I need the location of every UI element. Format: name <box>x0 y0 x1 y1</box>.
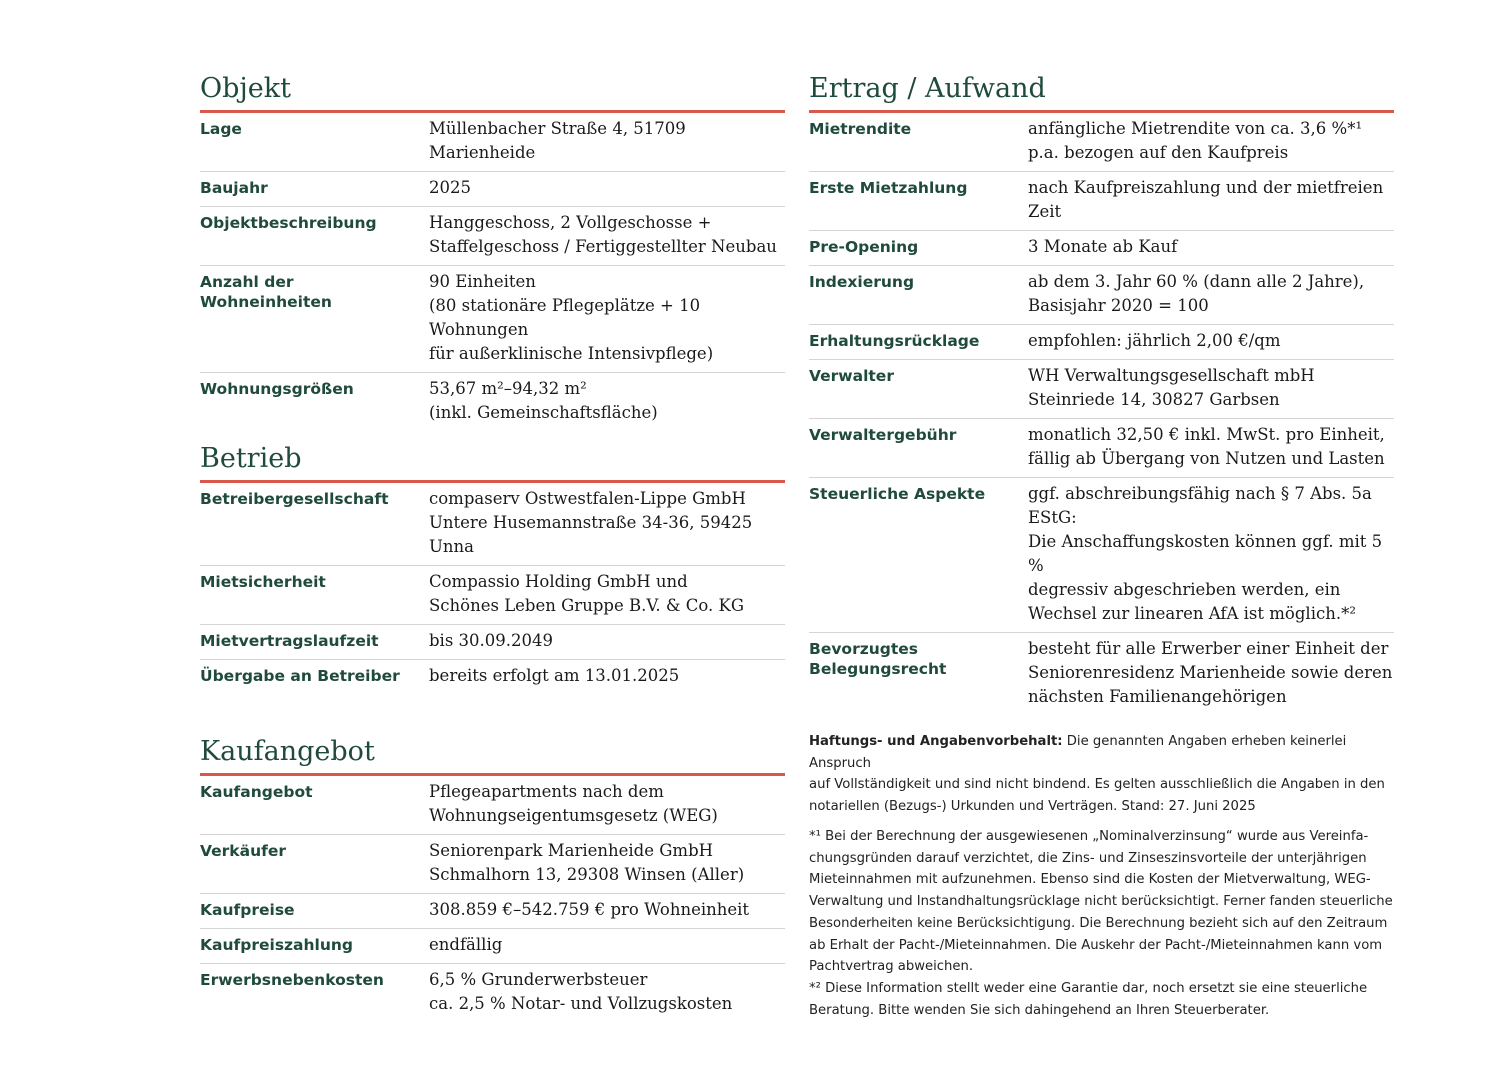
table-row <box>200 835 785 894</box>
row-value: monatlich 32,50 € inkl. MwSt. pro Einheit, fällig ab Übergang von Nutzen und Lasten <box>1028 425 1385 468</box>
row-label: Erhaltungsrücklage <box>809 332 980 350</box>
row-label: Pre-Opening <box>809 238 919 256</box>
betrieb-table <box>200 483 785 694</box>
row-value: compaserv Ostwestfalen-Lippe GmbH Untere Husemannstraße 34-36, 59425 Unna <box>429 489 753 556</box>
footnote-2: *² Diese Information stellt weder eine Garantie dar, noch ersetzt sie eine steuerliche Beratung. Bitte wenden Sie sich dahingehend an Ihren Steuerberater. <box>809 980 1368 1018</box>
row-label: Objektbeschreibung <box>200 214 377 232</box>
row-value: endfällig <box>429 935 503 954</box>
row-value: ggf. abschreibungsfähig nach § 7 Abs. 5a EStG: Die Anschaffungskosten können ggf. mit 5 % degressiv abgeschrieben werden, ein Wechsel zur linearen AfA ist möglich.*² <box>1028 484 1383 623</box>
table-row <box>200 266 785 373</box>
table-row <box>200 373 785 431</box>
row-label: Lage <box>200 120 242 138</box>
table-row <box>200 894 785 929</box>
row-label: Verwaltergebühr <box>809 426 957 444</box>
footnote-1: *¹ Bei der Berechnung der ausgewiesenen „Nominalverzinsung“ wurde aus Vereinfa- chungsgründen darauf verzichtet, die Zins- und Zinseszinsvorteile der unterjährigen Mieteinnahmen mit aufzunehmen. Ebenso sind die Kosten der Mietverwaltung, WEG- Verwaltung und Instandhaltungsrücklage nicht berücksichtigt. Ferner fanden steuerliche Besonderheiten keine Berücksichtigung. Die Berechnung bezieht sich auf den Zeitraum ab Erhalt der Pacht-/Mieteinnahmen. Die Auskehr der Pacht-/Mieteinnahmen kann vom Pachtvertrag abweichen. <box>809 829 1393 975</box>
row-label: Anzahl der Wohneinheiten <box>200 273 332 311</box>
table-row <box>809 360 1394 419</box>
kaufangebot-section <box>200 731 785 1022</box>
row-value: bereits erfolgt am 13.01.2025 <box>429 666 680 685</box>
table-row <box>200 483 785 566</box>
table-row <box>200 929 785 964</box>
row-label: Mietvertragslaufzeit <box>200 632 379 650</box>
row-value: Compassio Holding GmbH und Schönes Leben Gruppe B.V. & Co. KG <box>429 572 745 615</box>
row-label: Erwerbsnebenkosten <box>200 971 384 989</box>
table-row <box>200 207 785 266</box>
ertrag-title: Ertrag / Aufwand <box>809 68 1394 113</box>
row-value: bis 30.09.2049 <box>429 631 554 650</box>
ertrag-table <box>809 113 1394 715</box>
row-value: nach Kaufpreiszahlung und der mietfreien Zeit <box>1028 178 1384 221</box>
row-label: Steuerliche Aspekte <box>809 485 986 503</box>
row-value: 53,67 m²–94,32 m² (inkl. Gemeinschaftsfläche) <box>429 379 658 422</box>
row-value: Hanggeschoss, 2 Vollgeschosse + Staffelgeschoss / Fertiggestellter Neubau <box>429 213 777 256</box>
kaufangebot-title: Kaufangebot <box>200 731 785 776</box>
objekt-section <box>200 68 785 431</box>
row-value: Seniorenpark Marienheide GmbH Schmalhorn 13, 29308 Winsen (Aller) <box>429 841 745 884</box>
table-row <box>809 266 1394 325</box>
betrieb-title: Betrieb <box>200 438 785 483</box>
row-value: 2025 <box>429 178 471 197</box>
table-row <box>200 566 785 625</box>
betrieb-section <box>200 438 785 694</box>
row-label: Betreibergesellschaft <box>200 490 389 508</box>
row-label: Mietsicherheit <box>200 573 326 591</box>
table-row <box>200 172 785 207</box>
row-value: 6,5 % Grunderwerbsteuer ca. 2,5 % Notar- und Vollzugskosten <box>429 970 733 1013</box>
row-value: 3 Monate ab Kauf <box>1028 237 1178 256</box>
objekt-title: Objekt <box>200 68 785 113</box>
row-value: 308.859 €–542.759 € pro Wohneinheit <box>429 900 750 919</box>
row-value: 90 Einheiten (80 stationäre Pflegeplätze + 10 Wohnungen für außerklinische Intensivpflege) <box>429 272 714 363</box>
row-label: Übergabe an Betreiber <box>200 667 400 685</box>
table-row <box>200 776 785 835</box>
row-label: Bevorzugtes Belegungsrecht <box>809 640 947 678</box>
row-value: Pflegeapartments nach dem Wohnungseigentumsgesetz (WEG) <box>429 782 718 825</box>
row-label: Kaufpreiszahlung <box>200 936 354 954</box>
row-label: Kaufpreise <box>200 901 295 919</box>
table-row <box>809 231 1394 266</box>
row-label: Wohnungsgrößen <box>200 380 354 398</box>
disclaimer-heading: Haftungs- und Angabenvorbehalt: <box>809 734 1063 749</box>
disclaimer-text: Die genannten Angaben erheben keinerlei Anspruch auf Vollständigkeit und sind nicht bindend. Es gelten ausschließlich die Angaben in den notariellen (Bezugs-) Urkunden und Verträgen. Stand: 27. Juni 2025 <box>809 734 1385 815</box>
objekt-table <box>200 113 785 431</box>
table-row <box>809 113 1394 172</box>
row-value: WH Verwaltungsgesellschaft mbH Steinriede 14, 30827 Garbsen <box>1028 366 1315 409</box>
footnotes <box>809 826 1394 1021</box>
table-row <box>809 633 1394 715</box>
table-row <box>200 660 785 694</box>
row-label: Mietrendite <box>809 120 912 138</box>
table-row <box>200 113 785 172</box>
row-label: Indexierung <box>809 273 915 291</box>
disclaimer <box>809 731 1394 818</box>
row-label: Baujahr <box>200 179 268 197</box>
table-row <box>809 325 1394 360</box>
table-row <box>200 625 785 660</box>
row-label: Verkäufer <box>200 842 287 860</box>
table-row <box>200 964 785 1022</box>
row-label: Kaufangebot <box>200 783 313 801</box>
table-row <box>809 172 1394 231</box>
row-label: Erste Mietzahlung <box>809 179 968 197</box>
row-value: empfohlen: jährlich 2,00 €/qm <box>1028 331 1281 350</box>
row-value: Müllenbacher Straße 4, 51709 Marienheide <box>429 119 686 162</box>
ertrag-section <box>809 68 1394 715</box>
row-value: ab dem 3. Jahr 60 % (dann alle 2 Jahre), Basisjahr 2020 = 100 <box>1028 272 1365 315</box>
row-value: besteht für alle Erwerber einer Einheit der Seniorenresidenz Marienheide sowie deren nächsten Familienangehörigen <box>1028 639 1393 706</box>
table-row <box>809 419 1394 478</box>
table-row <box>809 478 1394 633</box>
kaufangebot-table <box>200 776 785 1022</box>
row-label: Verwalter <box>809 367 894 385</box>
row-value: anfängliche Mietrendite von ca. 3,6 %*¹ p.a. bezogen auf den Kaufpreis <box>1028 119 1363 162</box>
